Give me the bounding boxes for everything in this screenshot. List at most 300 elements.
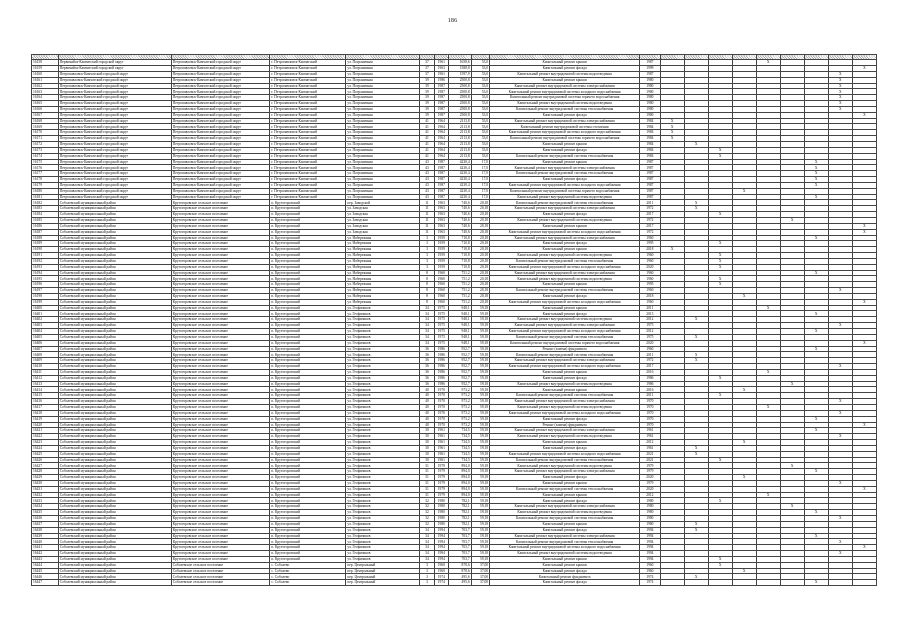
table-cell: ул. Набережная: [346, 264, 420, 270]
table-cell: п. Крутогоровский: [270, 556, 346, 562]
table-cell: ул. Набережная: [346, 282, 420, 288]
table-cell: 16432: [32, 492, 59, 498]
table-cell: Капитальный ремонт фасада: [490, 311, 640, 317]
table-cell: Соболевский муниципальный район: [58, 375, 171, 381]
table-cell: п. Крутогоровский: [270, 451, 346, 457]
table-cell: Капитальный ремонт внутридомовой системы холодного водоснабжения: [490, 229, 640, 235]
table-cell: Соболевский муниципальный район: [58, 451, 171, 457]
table-cell: 1974: [434, 580, 448, 586]
table-cell: Петропавловск-Камчатский городской округ: [171, 159, 270, 165]
table-cell: Капитальный ремонт крыши: [490, 440, 640, 446]
table-cell: Капитальный ремонт крыши: [490, 369, 640, 375]
table-cell: X: [828, 551, 852, 557]
table-cell: 16419: [32, 416, 59, 422]
table-cell: Крутогоровское сельское поселение: [171, 258, 270, 264]
table-cell: Крутогоровское сельское поселение: [171, 247, 270, 253]
table-cell: Петропавловск-Камчатский городской округ: [171, 71, 270, 77]
table-cell: 2011: [640, 393, 661, 399]
table-cell: ул. Геофизиков: [346, 305, 420, 311]
table-cell: ул. Заводская: [346, 223, 420, 229]
table-cell: 59,18: [471, 393, 489, 399]
table-cell: 1972: [640, 229, 661, 235]
table-cell: 31: [420, 475, 434, 481]
table-cell: Крутогоровское сельское поселение: [171, 375, 270, 381]
table-cell: Крутогоровское сельское поселение: [171, 229, 270, 235]
table-cell: 1960: [640, 235, 661, 241]
table-cell: 3: [420, 258, 434, 264]
table-cell: п. Крутогоровский: [270, 276, 346, 282]
table-cell: X: [852, 486, 876, 492]
table-cell: 16417: [32, 404, 59, 410]
table-cell: 43: [420, 171, 434, 177]
table-cell: 16429: [32, 475, 59, 481]
table-cell: 2113,8: [449, 124, 472, 130]
table-cell: 1994: [640, 533, 661, 539]
table-cell: 36: [420, 375, 434, 381]
table-cell: 59,18: [471, 311, 489, 317]
table-cell: 30: [420, 451, 434, 457]
table-cell: 30: [420, 457, 434, 463]
table-cell: Капитальный ремонт внутридомовой системы электроснабжения: [490, 533, 640, 539]
table-cell: Капитальный ремонт фасада: [490, 293, 640, 299]
table-cell: п. Крутогоровский: [270, 521, 346, 527]
table-cell: Крутогоровское сельское поселение: [171, 241, 270, 247]
table-cell: 948,1: [449, 334, 472, 340]
table-cell: X: [660, 130, 684, 136]
table-cell: п. Крутогоровский: [270, 416, 346, 422]
table-cell: 1987: [434, 89, 448, 95]
table-cell: Капитальный ремонт внутридомовой системы водоотведения: [490, 551, 640, 557]
table-cell: п. Крутогоровский: [270, 340, 346, 346]
table-cell: 16194: [32, 270, 59, 276]
table-cell: 1975: [640, 323, 661, 329]
table-cell: 878,6: [449, 568, 472, 574]
table-cell: Крутогоровское сельское поселение: [171, 311, 270, 317]
table-cell: г. Петропавловск-Камчатский: [270, 159, 346, 165]
table-cell: Крутогоровское сельское поселение: [171, 276, 270, 282]
table-cell: 2020: [640, 486, 661, 492]
table-cell: X: [708, 556, 732, 562]
table-cell: 952,7: [449, 369, 472, 375]
table-cell: с. Соболево: [270, 562, 346, 568]
table-cell: 1987: [434, 194, 448, 200]
table-cell: 948,1: [449, 311, 472, 317]
repair-schedule-table: [31, 54, 877, 586]
table-cell: 1986: [434, 346, 448, 352]
table-cell: 1980: [640, 112, 661, 118]
table-cell: 2113,8: [449, 136, 472, 142]
table-cell: ул. Пограничная: [346, 112, 420, 118]
table-cell: X: [804, 329, 828, 335]
table-cell: Первомайск-Камчатский городской округ: [58, 60, 171, 66]
table-cell: 1961: [434, 457, 448, 463]
table-cell: Капитальный ремонт внутридомовой системы теплоснабжения: [490, 153, 640, 159]
table-cell: 2016: [640, 387, 661, 393]
table-cell: Крутогоровское сельское поселение: [171, 364, 270, 370]
table-cell: 59,18: [471, 516, 489, 522]
table-cell: ул. Набережная: [346, 270, 420, 276]
table-cell: 16407: [32, 346, 59, 352]
table-cell: 53,0: [471, 77, 489, 83]
table-cell: п. Крутогоровский: [270, 299, 346, 305]
table-cell: X: [684, 527, 708, 533]
table-cell: 1986: [434, 352, 448, 358]
table-cell: Соболевское сельское поселение: [171, 562, 270, 568]
table-cell: 1979: [640, 463, 661, 469]
table-cell: 16173: [32, 147, 59, 153]
table-cell: 39: [420, 95, 434, 101]
table-cell: X: [684, 334, 708, 340]
table-cell: 16435: [32, 510, 59, 516]
table-cell: 16198: [32, 293, 59, 299]
table-cell: Петропавловск-Камчатский городской округ: [58, 147, 171, 153]
table-cell: 16171: [32, 136, 59, 142]
table-cell: 36: [420, 369, 434, 375]
table-cell: 16441: [32, 545, 59, 551]
table-cell: 59,18: [471, 364, 489, 370]
table-cell: 1975: [640, 334, 661, 340]
table-cell: 53,0: [471, 112, 489, 118]
table-cell: Крутогоровское сельское поселение: [171, 510, 270, 516]
table-cell: пер. Центральный: [346, 562, 420, 568]
table-cell: Петропавловск-Камчатский городской округ: [171, 153, 270, 159]
table-cell: X: [732, 293, 756, 299]
table-cell: 2113,8: [449, 130, 472, 136]
table-cell: 59,18: [471, 527, 489, 533]
table-cell: г. Петропавловск-Камчатский: [270, 177, 346, 183]
table-cell: 39: [420, 106, 434, 112]
table-cell: 40: [420, 387, 434, 393]
table-cell: ул. Геофизиков: [346, 364, 420, 370]
table-cell: X: [852, 422, 876, 428]
table-cell: Капитальный ремонт внутридомовой системы электроснабжения: [490, 358, 640, 364]
table-cell: 16168: [32, 118, 59, 124]
table-cell: ул. Геофизиков: [346, 329, 420, 335]
table-cell: Петропавловск-Камчатский городской округ: [171, 66, 270, 72]
table-cell: Соболевский муниципальный район: [58, 358, 171, 364]
table-cell: [708, 580, 732, 586]
table-cell: Соболевский муниципальный район: [58, 440, 171, 446]
table-cell: Петропавловск-Камчатский городской округ: [171, 83, 270, 89]
table-cell: Крутогоровское сельское поселение: [171, 381, 270, 387]
table-cell: 948,1: [449, 305, 472, 311]
table-cell: 1972: [640, 217, 661, 223]
table-cell: 1658,6: [449, 60, 472, 66]
table-cell: [684, 580, 708, 586]
table-cell: 16408: [32, 352, 59, 358]
table-cell: п. Крутогоровский: [270, 223, 346, 229]
table-cell: 1959: [434, 253, 448, 259]
table-cell: Соболевский муниципальный район: [58, 480, 171, 486]
table-cell: Петропавловск-Камчатский городской округ: [171, 171, 270, 177]
table-cell: Крутогоровское сельское поселение: [171, 410, 270, 416]
table-cell: 59,18: [471, 399, 489, 405]
table-cell: ул. Набережная: [346, 276, 420, 282]
table-cell: Капитальный ремонт внутридомовой системы электроснабжения: [490, 206, 640, 212]
table-cell: Соболевский муниципальный район: [58, 469, 171, 475]
table-cell: 2017: [640, 223, 661, 229]
table-cell: Соболевский муниципальный район: [58, 475, 171, 481]
table-cell: п. Крутогоровский: [270, 217, 346, 223]
table-cell: Петропавловск-Камчатский городской округ: [58, 136, 171, 142]
table-cell: 41: [420, 124, 434, 130]
table-cell: Крутогоровское сельское поселение: [171, 498, 270, 504]
table-cell: Соболевский муниципальный район: [58, 200, 171, 206]
table-cell: 1964: [434, 153, 448, 159]
table-cell: 59,18: [471, 358, 489, 364]
table-cell: 1987: [640, 60, 661, 66]
table-cell: 894,0: [449, 486, 472, 492]
table-cell: п. Крутогоровский: [270, 545, 346, 551]
table-cell: п. Крутогоровский: [270, 492, 346, 498]
table-cell: Петропавловск-Камчатский городской округ: [58, 106, 171, 112]
table-cell: 59,18: [471, 498, 489, 504]
table-cell: Капитальный ремонт внутридомовой системы теплоснабжения: [490, 393, 640, 399]
table-cell: X: [804, 182, 828, 188]
table-cell: 16176: [32, 165, 59, 171]
table-cell: ул. Геофизиков: [346, 533, 420, 539]
table-cell: 16180: [32, 188, 59, 194]
table-cell: Петропавловск-Камчатский городской округ: [58, 112, 171, 118]
table-cell: Соболевский муниципальный район: [58, 346, 171, 352]
table-cell: 1959: [434, 241, 448, 247]
table-cell: п. Крутогоровский: [270, 381, 346, 387]
table-cell: 53,0: [471, 118, 489, 124]
table-cell: п. Крутогоровский: [270, 480, 346, 486]
table-cell: 20,18: [471, 200, 489, 206]
table-cell: 1986: [434, 369, 448, 375]
table-cell: п. Крутогоровский: [270, 253, 346, 259]
table-cell: X: [684, 521, 708, 527]
table-cell: Петропавловск-Камчатский городской округ: [171, 60, 270, 66]
table-cell: п. Крутогоровский: [270, 475, 346, 481]
table-cell: 20,18: [471, 217, 489, 223]
table-cell: 16189: [32, 241, 59, 247]
table-cell: 1970: [434, 387, 448, 393]
table-cell: Крутогоровское сельское поселение: [171, 475, 270, 481]
table-cell: 1980: [640, 89, 661, 95]
table-cell: Соболевский муниципальный район: [58, 422, 171, 428]
table-cell: 1986: [640, 375, 661, 381]
table-cell: 39: [420, 83, 434, 89]
table-cell: Крутогоровское сельское поселение: [171, 445, 270, 451]
table-cell: ул. Геофизиков: [346, 323, 420, 329]
table-cell: 710,8: [449, 253, 472, 259]
table-cell: ул. Геофизиков: [346, 451, 420, 457]
table-cell: X: [756, 492, 780, 498]
table-cell: Петропавловск-Камчатский городской округ: [171, 130, 270, 136]
table-cell: 53,0: [471, 106, 489, 112]
table-cell: 16421: [32, 428, 59, 434]
table-cell: 59,18: [471, 410, 489, 416]
table-cell: 1961: [434, 60, 448, 66]
table-cell: Крутогоровское сельское поселение: [171, 253, 270, 259]
table-cell: 16175: [32, 159, 59, 165]
table-cell: 16425: [32, 451, 59, 457]
table-cell: 952,7: [449, 381, 472, 387]
table-cell: 1960: [640, 346, 661, 352]
table-cell: X: [708, 282, 732, 288]
table-cell: 1987: [434, 177, 448, 183]
table-cell: Капитальный ремонт внутридомовой системы электроснабжения: [490, 165, 640, 171]
table-cell: 16402: [32, 317, 59, 323]
table-cell: п. Крутогоровский: [270, 241, 346, 247]
table-cell: г. Петропавловск-Камчатский: [270, 147, 346, 153]
table-cell: Петропавловск-Камчатский городской округ: [171, 188, 270, 194]
table-cell: 20,18: [471, 288, 489, 294]
table-cell: г. Петропавловск-Камчатский: [270, 194, 346, 200]
table-cell: Соболевский муниципальный район: [58, 504, 171, 510]
table-cell: 41: [420, 136, 434, 142]
table-cell: 36: [420, 381, 434, 387]
table-cell: 973,2: [449, 399, 472, 405]
table-cell: 1970: [434, 410, 448, 416]
table-cell: Ремонт (замена) фундамента: [490, 346, 640, 352]
table-cell: Крутогоровское сельское поселение: [171, 323, 270, 329]
table-cell: Капитальный ремонт внутридомовой системы электроснабжения: [490, 270, 640, 276]
table-cell: 1984: [640, 147, 661, 153]
table-cell: 894,0: [449, 492, 472, 498]
table-cell: Капитальный ремонт внутридомовой системы горячего водоснабжения: [490, 188, 640, 194]
table-cell: Капитальный ремонт внутридомовой системы теплоснабжения: [490, 516, 640, 522]
table-cell: 703,7: [449, 545, 472, 551]
table-cell: 32: [420, 504, 434, 510]
table-cell: 1963: [434, 206, 448, 212]
table-cell: 1986: [434, 381, 448, 387]
table-cell: 1987: [434, 83, 448, 89]
table-cell: 16199: [32, 299, 59, 305]
table-cell: Капитальный ремонт внутридомовой системы отопления: [490, 124, 640, 130]
table-cell: 710,8: [449, 258, 472, 264]
table-cell: 16424: [32, 445, 59, 451]
table-cell: 894,0: [449, 463, 472, 469]
table-cell: 16434: [32, 504, 59, 510]
table-cell: ул. Геофизиков: [346, 516, 420, 522]
table-cell: Капитальный ремонт фасада: [490, 112, 640, 118]
table-cell: 2017: [640, 212, 661, 218]
table-cell: Ремонт (замена) фундамента: [490, 422, 640, 428]
table-cell: 1959: [434, 264, 448, 270]
table-cell: X: [828, 480, 852, 486]
table-cell: 1960: [434, 562, 448, 568]
table-cell: п. Крутогоровский: [270, 399, 346, 405]
table-cell: 1979: [434, 469, 448, 475]
table-cell: п. Крутогоровский: [270, 404, 346, 410]
table-cell: 31: [420, 480, 434, 486]
table-cell: 16406: [32, 340, 59, 346]
table-cell: Капитальный ремонт внутридомовой системы холодного водоснабжения: [490, 545, 640, 551]
table-cell: г. Петропавловск-Камчатский: [270, 136, 346, 142]
table-cell: Соболевский муниципальный район: [58, 457, 171, 463]
table-cell: Соболевский муниципальный район: [58, 317, 171, 323]
table-cell: 31: [420, 463, 434, 469]
table-cell: 734,5: [449, 445, 472, 451]
table-cell: 53,0: [471, 136, 489, 142]
table-cell: Соболевский муниципальный район: [58, 562, 171, 568]
table-cell: 59,18: [471, 305, 489, 311]
table-cell: Капитальный ремонт внутридомовой системы холодного водоснабжения: [490, 410, 640, 416]
table-cell: 1960: [640, 258, 661, 264]
table-cell: 740,6: [449, 212, 472, 218]
table-cell: ул. Геофизиков: [346, 387, 420, 393]
table-cell: 34: [420, 305, 434, 311]
table-cell: Крутогоровское сельское поселение: [171, 317, 270, 323]
table-cell: 1961: [434, 434, 448, 440]
table-cell: [732, 580, 756, 586]
table-cell: 710,8: [449, 241, 472, 247]
table-cell: 3: [420, 568, 434, 574]
table-cell: 16187: [32, 229, 59, 235]
table-cell: Крутогоровское сельское поселение: [171, 416, 270, 422]
table-cell: п. Крутогоровский: [270, 288, 346, 294]
table-cell: 4230,4: [449, 165, 472, 171]
table-cell: 740,6: [449, 217, 472, 223]
table-cell: X: [708, 253, 732, 259]
table-cell: 16192: [32, 258, 59, 264]
table-cell: 740,6: [449, 223, 472, 229]
table-cell: X: [780, 504, 804, 510]
table-cell: 1960: [434, 288, 448, 294]
table-cell: п. Крутогоровский: [270, 247, 346, 253]
table-cell: 59,18: [471, 428, 489, 434]
table-cell: Капитальный ремонт внутридомовой системы холодного водоснабжения: [490, 299, 640, 305]
table-cell: ул. Геофизиков: [346, 422, 420, 428]
table-cell: 16161: [32, 77, 59, 83]
table-cell: Капитальный ремонт внутридомовой системы электроснабжения: [490, 504, 640, 510]
table-cell: Петропавловск-Камчатский городской округ: [171, 89, 270, 95]
table-cell: 1960: [434, 568, 448, 574]
table-cell: 3: [420, 253, 434, 259]
table-cell: Соболевский муниципальный район: [58, 323, 171, 329]
table-cell: 2018: [640, 293, 661, 299]
table-cell: ул. Заводская: [346, 217, 420, 223]
table-cell: 34: [420, 317, 434, 323]
table-cell: X: [804, 194, 828, 200]
table-cell: 59,18: [471, 451, 489, 457]
table-cell: 1970: [434, 422, 448, 428]
table-cell: Петропавловск-Камчатский городской округ: [171, 118, 270, 124]
table-cell: п. Крутогоровский: [270, 235, 346, 241]
table-cell: 8: [420, 270, 434, 276]
table-cell: 703,7: [449, 539, 472, 545]
table-cell: 16405: [32, 334, 59, 340]
table-cell: 1986: [434, 375, 448, 381]
table-cell: Соболевский муниципальный район: [58, 223, 171, 229]
table-cell: п. Крутогоровский: [270, 539, 346, 545]
table-cell: 740,6: [449, 206, 472, 212]
table-cell: 16412: [32, 375, 59, 381]
table-cell: Капитальный ремонт внутридомовой системы водоотведения: [490, 194, 640, 200]
table-cell: 1980: [434, 516, 448, 522]
table-cell: X: [828, 95, 852, 101]
table-cell: 20,18: [471, 270, 489, 276]
table-cell: 1979: [434, 463, 448, 469]
table-cell: Капитальный ремонт внутридомовой системы водоотведения: [490, 510, 640, 516]
table-cell: 16172: [32, 142, 59, 148]
table-cell: X: [804, 416, 828, 422]
table-cell: 1980: [640, 77, 661, 83]
table-cell: 8: [420, 282, 434, 288]
table-cell: п. Крутогоровский: [270, 329, 346, 335]
table-cell: 59,18: [471, 521, 489, 527]
table-cell: 59,18: [471, 504, 489, 510]
table-cell: п. Крутогоровский: [270, 504, 346, 510]
table-cell: 1987: [640, 165, 661, 171]
table-cell: 1597,9: [449, 71, 472, 77]
table-cell: Крутогоровское сельское поселение: [171, 404, 270, 410]
table-cell: п. Крутогоровский: [270, 264, 346, 270]
table-cell: 59,18: [471, 480, 489, 486]
